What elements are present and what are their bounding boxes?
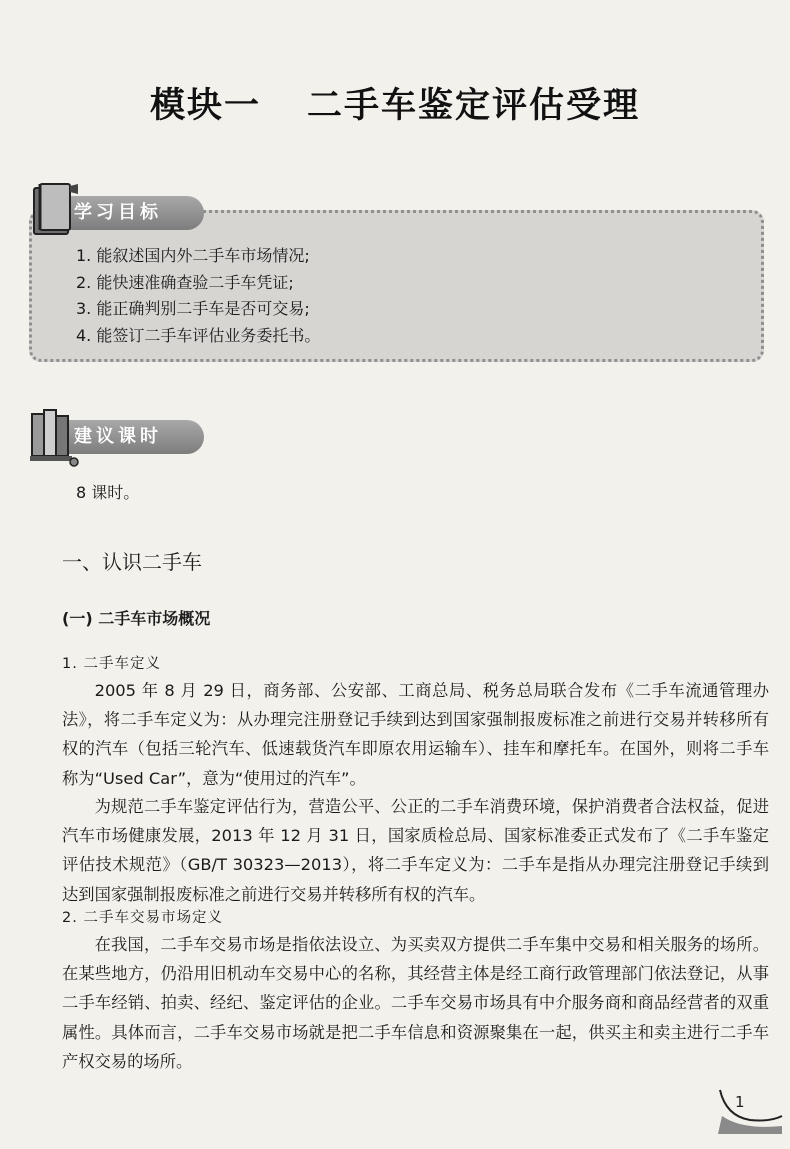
definition-heading: 2. 二手车交易市场定义 <box>62 910 223 926</box>
module-number: 模块一 <box>149 86 261 126</box>
section-heading: 一、认识二手车 <box>62 550 202 574</box>
learning-goals-box <box>29 210 764 362</box>
goal-item: 2. 能快速准确查验二手车凭证; <box>76 272 294 292</box>
page-curl-icon <box>712 1086 784 1136</box>
goal-item: 4. 能签订二手车评估业务委托书。 <box>76 325 321 345</box>
page-title <box>0 78 790 128</box>
page-number: 1 <box>735 1093 745 1111</box>
books-icon <box>28 404 84 468</box>
goals-heading: 学习目标 <box>74 202 162 223</box>
definition-heading: 1. 二手车定义 <box>62 656 161 672</box>
book-flag-icon <box>28 180 80 242</box>
paragraph: 为规范二手车鉴定评估行为，营造公平、公正的二手车消费环境，保护消费者合法权益，促进汽车市场健康发展，2013 年 12 月 31 日，国家质检总局、国家标准委正式发布了《二手车鉴定评估技术规范》（GB/T 30323—2013），将二手车定义为：二手车是指从办理完注册登记手续到达到国家强制报废标准之前进行交易并转移所有权的汽车。 <box>62 797 769 904</box>
goals-list <box>76 243 320 349</box>
subsection-heading: (一) 二手车市场概况 <box>62 609 211 628</box>
goal-item: 3. 能正确判别二手车是否可交易; <box>76 299 310 318</box>
paragraph: 2005 年 8 月 29 日，商务部、公安部、工商总局、税务总局联合发布《二手车流通管理办法》，将二手车定义为：从办理完注册登记手续到达到国家强制报废标准之前进行交易并转移所有权的汽车（包括三轮汽车、低速载货汽车即原农用运输车）、挂车和摩托车。在国外，则将二手车称为“Used Car”，意为“使用过的汽车”。 <box>62 681 769 788</box>
goal-item: 1. 能叙述国内外二手车市场情况; <box>76 246 310 265</box>
hours-heading: 建议课时 <box>74 426 162 447</box>
hours-value: 8 课时。 <box>76 483 140 502</box>
paragraph: 在我国，二手车交易市场是指依法设立、为买卖双方提供二手车集中交易和相关服务的场所。在某些地方，仍沿用旧机动车交易中心的名称，其经营主体是经工商行政管理部门依法登记，从事二手车经销、拍卖、经纪、鉴定评估的企业。二手车交易市场具有中介服务商和商品经营者的双重属性。具体而言，二手车交易市场就是把二手车信息和资源聚集在一起，供买主和卖主进行二手车产权交易的场所。 <box>62 935 769 1071</box>
module-name: 二手车鉴定评估受理 <box>307 86 641 126</box>
